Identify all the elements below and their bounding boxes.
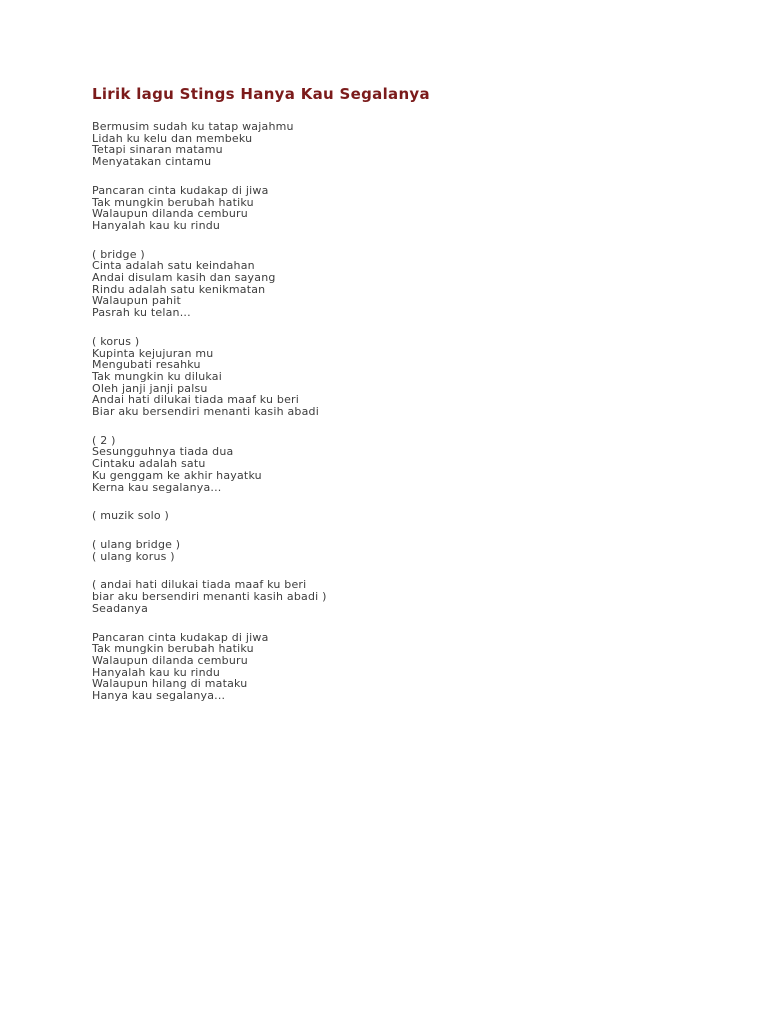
lyric-line: Walaupun dilanda cemburu xyxy=(92,207,248,221)
lyric-line: Rindu adalah satu kenikmatan xyxy=(92,282,266,296)
lyric-line: Cinta adalah satu keindahan xyxy=(92,259,255,273)
lyric-line: Walaupun dilanda cemburu xyxy=(92,653,248,667)
lyric-line: ( ulang bridge ) xyxy=(92,537,181,551)
stanza xyxy=(92,121,708,168)
lyric-line: Tetapi sinaran matamu xyxy=(92,143,223,157)
lyric-line: Sesungguhnya tiada dua xyxy=(92,445,234,459)
lyric-line: Walaupun hilang di mataku xyxy=(92,677,248,691)
lyric-line: Kerna kau segalanya... xyxy=(92,480,222,494)
stanza xyxy=(92,435,708,494)
stanza xyxy=(92,539,708,562)
lyric-line: Hanya kau segalanya... xyxy=(92,689,226,703)
lyric-line: Hanyalah kau ku rindu xyxy=(92,665,221,679)
stanza xyxy=(92,510,708,522)
lyric-line: Andai disulam kasih dan sayang xyxy=(92,271,276,285)
lyric-line: Mengubati resahku xyxy=(92,358,201,372)
page-title: Lirik lagu Stings Hanya Kau Segalanya xyxy=(92,85,430,103)
stanza xyxy=(92,336,708,418)
lyric-line: Pancaran cinta kudakap di jiwa xyxy=(92,183,269,197)
lyric-line: ( muzik solo ) xyxy=(92,509,170,523)
lyric-line: ( 2 ) xyxy=(92,433,116,447)
lyric-line: Seadanya xyxy=(92,601,149,615)
stanza xyxy=(92,632,708,702)
lyric-line: Oleh janji janji palsu xyxy=(92,381,208,395)
lyric-line: ( andai hati dilukai tiada maaf ku beri xyxy=(92,578,307,592)
lyric-line: Cintaku adalah satu xyxy=(92,457,206,471)
lyrics-body xyxy=(92,121,708,702)
lyric-line: Ku genggam ke akhir hayatku xyxy=(92,468,262,482)
lyric-line: Bermusim sudah ku tatap wajahmu xyxy=(92,120,294,133)
lyric-line: ( bridge ) xyxy=(92,247,145,261)
lyric-line: Tak mungkin ku dilukai xyxy=(92,369,222,383)
stanza xyxy=(92,249,708,319)
lyric-line: Hanyalah kau ku rindu xyxy=(92,218,221,232)
lyric-line: biar aku bersendiri menanti kasih abadi ) xyxy=(92,590,327,604)
lyric-line: Biar aku bersendiri menanti kasih abadi xyxy=(92,405,319,419)
stanza xyxy=(92,185,708,232)
lyric-line: Tak mungkin berubah hatiku xyxy=(92,642,254,656)
stanza xyxy=(92,579,708,614)
lyric-line: Kupinta kejujuran mu xyxy=(92,346,214,360)
lyric-line: ( ulang korus ) xyxy=(92,549,175,563)
lyric-line: Pasrah ku telan... xyxy=(92,306,191,320)
lyric-line: Tak mungkin berubah hatiku xyxy=(92,195,254,209)
lyric-line: Lidah ku kelu dan membeku xyxy=(92,131,253,145)
lyric-line: Walaupun pahit xyxy=(92,294,181,308)
lyric-line: Menyatakan cintamu xyxy=(92,155,212,169)
lyric-line: ( korus ) xyxy=(92,334,140,348)
lyric-line: Pancaran cinta kudakap di jiwa xyxy=(92,630,269,644)
lyric-line: Andai hati dilukai tiada maaf ku beri xyxy=(92,393,300,407)
